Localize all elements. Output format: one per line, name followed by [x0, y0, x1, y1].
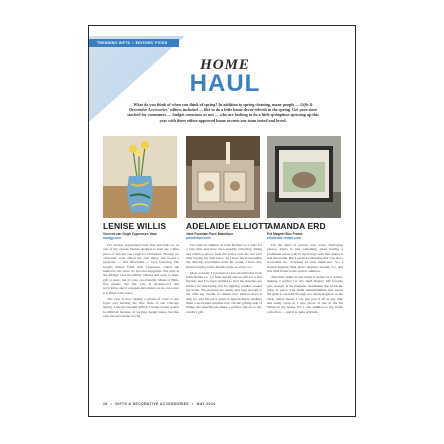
editor-column-1 [103, 222, 179, 320]
title-home: HOME [200, 57, 250, 73]
product-link[interactable]: johnderian.com [186, 236, 211, 240]
magazine-page [88, 25, 356, 417]
editor-review [103, 243, 179, 318]
page-footer: 18 • GIFTS & DECORATIVE ACCESSORIES • MAY 2024 [103, 402, 216, 406]
product-link[interactable]: modgy.com [103, 236, 122, 240]
photo-frame [267, 136, 341, 218]
issue-date: MAY 2024 [196, 402, 216, 406]
review-paragraph: I've been an admirer of John Derian Co.'s style for a long time and have been steadily collecting dining and tabletop pieces from the brand over the last year after buying my first piece. As I have been expanding my tabletop assortment from the brand, I have also started buying some smaller items as extra, too. [186, 243, 262, 269]
editor-name: AMANDA ERD [267, 221, 326, 231]
review-paragraph: This little frame is just under 6 inches by 6 inches, making it perfect for any shelf display. My favorite part, though, is the magnetic attachment that holds the glass in place. The small embellishment that keeps the glass is secured through two small magnets on the back, which means I can just pop it off at any time and easily swap in a new photo of one of the fur babies in my house. It's a cute addition to my frame collection — and it is quite efficient. [267, 274, 343, 314]
matchbox-image [186, 136, 260, 218]
review-paragraph: The vase is now adding a splash of color to my foyer and holding the first buds of our Chicago spring. I always thought gifting a home accent would be difficult because of varying design tastes, but this vase has proved me wrong. [103, 296, 179, 318]
frame-image [267, 136, 341, 218]
editor-name: ADELAIDE ELLIOTT [186, 221, 269, 231]
editor-review [186, 243, 262, 314]
title-haul: HAUL [189, 70, 261, 97]
review-paragraph: I've always appreciated both fine and folk art, as one of my closest friends decided to send me a little piece of Vincent van Gogh for Christmas. Though we obviously can't afford the real thing, she found a gorgeous — and affordable — vase featuring Van Gogh's Wheat Field with Cypresses, which she mailed to me since it's fun and enjoyable. Not only is the Modgy vase incredibly vibrant and easy to mail, gift or store, but it's also eco-friendly. Made of BPA-free plastic, the flat vase is shatterproof and recyclable, and it expands and stands on its own once it is filled with water. [103, 243, 179, 295]
intro-text-before: What do you think of when you think of spring? In addition to spring cleaning, many people — [133, 102, 301, 107]
intro-publication: Gifts & Decorative Accessories' [128, 102, 313, 113]
section-tab: TRENDING GIFTS • EDITORS' PICKS [89, 39, 179, 47]
intro-paragraph [127, 102, 319, 123]
review-paragraph: Most recently, I purchased a few matchboxes from John Derian Co. for both myself and as gifts for a few friends, and I've been thrilled to find the matches are perfect for displaying and for lighting candles around my home. The matches are sturdy and long enough to use with any candle, no matter how burned down it may be, and the price point is approachable, making them a no-brainer impulse buy. On the gifting side of things, the matchboxes make a perfect add-on to any candle I gift. [186, 270, 262, 314]
product-name: Pet Magnet Box Frame [267, 232, 303, 236]
review-paragraph: I'm the kind of person who loves displaying photos. There is just something about having a prominent photo wall in my living room that makes it feel like home. But I needed something that was more accessible for swapping in new memories. So, I started keeping little photo displays around, too, and this little frame is the perfect addition. [267, 243, 343, 274]
intro-text-after: editors included — like to do a little home decor refresh in the spring. Get your store stocked for consumers — budget conscious or not — who are looking to do a little springtime sprucing up this year with three editor-approved home accents our team tested and loved. [127, 107, 319, 123]
product-name: Jane Fountain Face Matchbox [186, 232, 234, 236]
editor-column-3 [267, 222, 343, 316]
vase-image [103, 136, 177, 218]
page-number: 18 [103, 402, 108, 406]
editor-column-2 [186, 221, 269, 316]
subsection-label: EDITORS' PICKS [135, 41, 168, 45]
product-name: Vincent van Gogh Cypresses Vase [103, 232, 157, 236]
photo-vase [103, 136, 177, 218]
section-label: TRENDING GIFTS [97, 41, 131, 45]
editor-review [267, 243, 343, 314]
magazine-name: GIFTS & DECORATIVE ACCESSORIES [115, 402, 189, 406]
editor-name: LENISE WILLIS [103, 221, 167, 231]
photo-matchbox [186, 136, 260, 218]
product-link[interactable]: wholesale.tempe.com [267, 236, 302, 240]
